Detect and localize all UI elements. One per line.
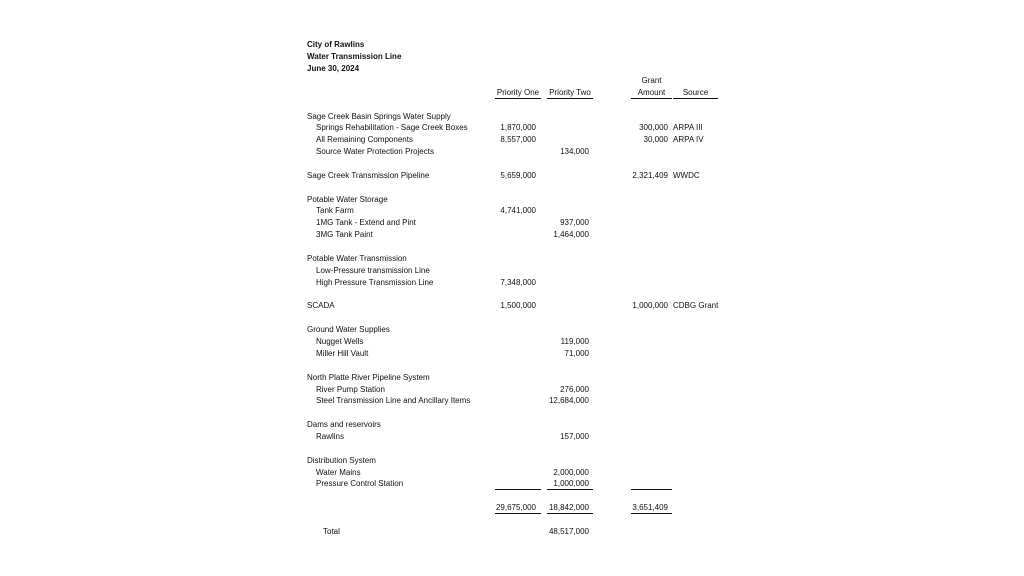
priority-two-value: 276,000	[560, 385, 589, 394]
line-item-label: 1MG Tank - Extend and Pint	[316, 218, 416, 227]
subtotal-underline-priority-one	[495, 513, 541, 514]
subtotal-underline-priority-two	[547, 513, 593, 514]
section-heading: Dams and reservoirs	[307, 420, 381, 429]
priority-one-value: 5,659,000	[500, 171, 536, 180]
section-heading: SCADA	[307, 301, 335, 310]
line-item-label: Miller Hill Vault	[316, 349, 369, 358]
rule-priority-one	[495, 489, 541, 490]
column-header-priority-one: Priority One	[496, 88, 540, 97]
subtotal-underline-grant	[631, 513, 672, 514]
line-item-label: Pressure Control Station	[316, 479, 404, 488]
line-item-label: Low-Pressure transmission Line	[316, 266, 430, 275]
line-item-label: High Pressure Transmission Line	[316, 278, 434, 287]
underline-priority-one	[495, 98, 541, 99]
underline-priority-two	[547, 98, 593, 99]
priority-two-value: 12,684,000	[548, 396, 589, 405]
grant-amount-value: 1,000,000	[632, 301, 668, 310]
line-item-label: 3MG Tank Paint	[316, 230, 373, 239]
priority-two-value: 134,000	[560, 147, 589, 156]
subtotal-priority-two: 18,842,000	[548, 503, 589, 512]
grant-source-value: ARPA IV	[673, 135, 704, 144]
line-item-label: River Pump Station	[316, 385, 385, 394]
priority-two-value: 1,000,000	[553, 479, 589, 488]
city-title: City of Rawlins	[307, 40, 365, 49]
column-header-priority-two: Priority Two	[549, 88, 591, 97]
underline-source	[673, 98, 718, 99]
line-item-label: Source Water Protection Projects	[316, 147, 434, 156]
priority-one-value: 7,348,000	[500, 278, 536, 287]
line-item-label: Water Mains	[316, 468, 361, 477]
section-heading: Ground Water Supplies	[307, 325, 390, 334]
section-heading: Sage Creek Transmission Pipeline	[307, 171, 430, 180]
line-item-label: Tank Farm	[316, 206, 354, 215]
priority-two-value: 937,000	[560, 218, 589, 227]
underline-grant	[631, 98, 672, 99]
rule-priority-two	[547, 489, 593, 490]
line-item-label: Springs Rehabilitation - Sage Creek Boxes	[316, 123, 468, 132]
priority-one-value: 1,870,000	[500, 123, 536, 132]
section-heading: Potable Water Transmission	[307, 254, 407, 263]
report-date: June 30, 2024	[307, 64, 360, 73]
section-heading: North Platte River Pipeline System	[307, 373, 430, 382]
grant-amount-value: 300,000	[639, 123, 668, 132]
line-item-label: All Remaining Components	[316, 135, 413, 144]
priority-one-value: 1,500,000	[500, 301, 536, 310]
section-heading: Sage Creek Basin Springs Water Supply	[307, 112, 451, 121]
priority-two-value: 71,000	[564, 349, 589, 358]
priority-two-value: 157,000	[560, 432, 589, 441]
subtotal-grant: 3,651,409	[632, 503, 668, 512]
line-item-label: Rawlins	[316, 432, 345, 441]
priority-one-value: 4,741,000	[500, 206, 536, 215]
total-value: 48,517,000	[548, 527, 589, 536]
grant-source-value: ARPA III	[673, 123, 703, 132]
section-heading: Distribution System	[307, 456, 376, 465]
project-title: Water Transmission Line	[307, 52, 402, 61]
line-item-label: Steel Transmission Line and Ancillary Items	[316, 396, 471, 405]
priority-two-value: 2,000,000	[553, 468, 589, 477]
priority-two-value: 119,000	[560, 337, 589, 346]
column-header-grant: Grant	[641, 76, 662, 85]
subtotal-priority-one: 29,675,000	[495, 503, 536, 512]
section-heading: Potable Water Storage	[307, 195, 388, 204]
line-item-label: Nugget Wells	[316, 337, 364, 346]
column-header-source: Source	[682, 88, 709, 97]
priority-two-value: 1,464,000	[553, 230, 589, 239]
column-header-amount: Amount	[637, 88, 666, 97]
total-label: Total	[323, 527, 340, 536]
grant-source-value: WWDC	[673, 171, 700, 180]
grant-amount-value: 30,000	[643, 135, 668, 144]
priority-one-value: 8,557,000	[500, 135, 536, 144]
rule-grant	[631, 489, 672, 490]
grant-amount-value: 2,321,409	[632, 171, 668, 180]
grant-source-value: CDBG Grant	[673, 301, 719, 310]
